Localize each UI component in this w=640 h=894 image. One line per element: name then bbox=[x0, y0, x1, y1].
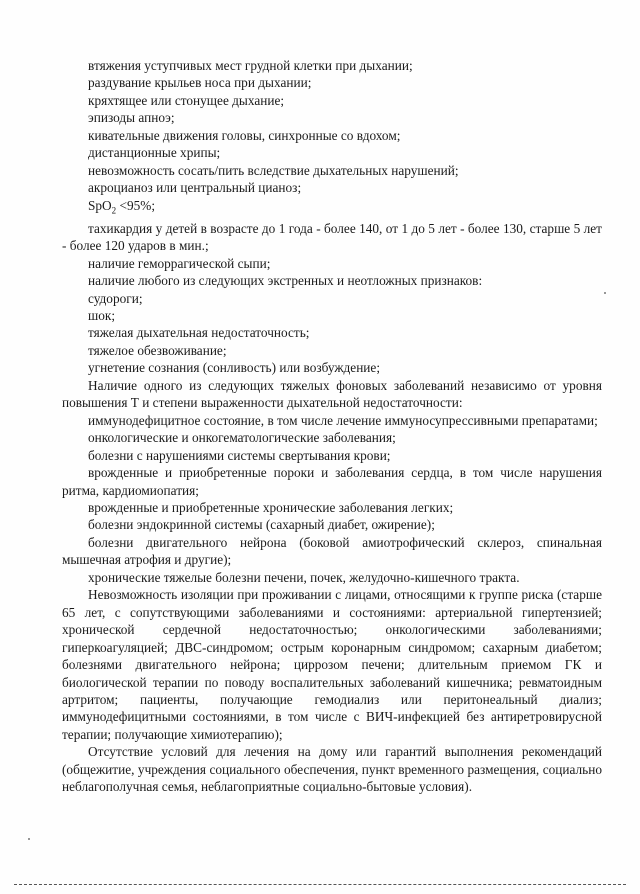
list-item-shock: шок; bbox=[88, 308, 116, 323]
list-item-cyanosis: акроцианоз или центральный цианоз; bbox=[88, 180, 302, 196]
comorbid-intro: Наличие одного из следующих тяжелых фоновых заболеваний независимо от уровня повышения Т и степени выраженности дыхательной недостаточности: bbox=[62, 377, 602, 411]
conditions-paragraph: Отсутствие условий для лечения на дому или гарантий выполнения рекомендаций (общежитие, учреждения социального обеспечения, пункт временного размещения, социально неблагополучная семья, неблагоприятные социально-бытовые условия). bbox=[62, 744, 602, 795]
list-item-spo2 bbox=[62, 197, 602, 220]
list-item-respiratory-failure: тяжелая дыхательная недостаточность; bbox=[88, 325, 310, 341]
comorbid-motor-neuron: болезни двигательного нейрона (боковой амиотрофический склероз, спинальная мышечная атрофия и другие); bbox=[62, 534, 602, 568]
comorbid-liver-kidney: хронические тяжелые болезни печени, почек, желудочно-кишечного тракта. bbox=[88, 569, 520, 585]
list-item-emergency-signs: наличие любого из следующих экстренных и неотложных признаков: bbox=[88, 273, 483, 289]
spo2-prefix: SpO bbox=[88, 197, 112, 213]
list-item-rales: дистанционные хрипы; bbox=[88, 145, 221, 161]
list-item-consciousness: угнетение сознания (сонливость) или возбуждение; bbox=[88, 360, 381, 376]
list-item-unable-to-feed: невозможность сосать/пить вследствие дыхательных нарушений; bbox=[88, 162, 459, 178]
comorbid-coagulation: болезни с нарушениями системы свертывания крови; bbox=[88, 447, 391, 463]
comorbid-oncology: онкологические и онкогематологические заболевания; bbox=[88, 430, 396, 446]
comorbid-heart: врожденные и приобретенные пороки и заболевания сердца, в том числе нарушения ритма, кардиомиопатия; bbox=[62, 465, 602, 498]
comorbid-immunodeficiency: иммунодефицитное состояние, в том числе лечение иммуносупрессивными препаратами; bbox=[88, 412, 598, 428]
list-item-seizures: судороги; bbox=[88, 290, 143, 306]
list-item-tachycardia: тахикардия у детей в возрасте до 1 года - более 140, от 1 до 5 лет - более 130, старше 5 лет - более 120 ударов в мин.; bbox=[62, 220, 602, 254]
page-bottom-edge bbox=[14, 884, 626, 885]
list-item-head-bobbing: кивательные движения головы, синхронные со вдохом; bbox=[88, 127, 401, 143]
spo2-suffix: <95%; bbox=[116, 197, 156, 213]
list-item-rash: наличие геморрагической сыпи; bbox=[88, 255, 271, 271]
comorbid-lungs: врожденные и приобретенные хронические заболевания легких; bbox=[88, 499, 454, 515]
isolation-paragraph: Невозможность изоляции при проживании с лицами, относящими к группе риска (старше 65 лет, с сопутствующими заболеваниями и состояниями: артериальной гипертензией; хронической сердечной недостаточностью; онкологическими заболеваниями; гиперкоагуляцией; ДВС-синдромом; острым коронарным синдромом; сахарным диабетом; болезнями двигательного нейрона; циррозом печени; длительным приемом ГК и биологической терапии по поводу воспалительных заболеваний кишечника; ревматоидным артритом; пациенты, получающие гемодиализ или перитонеальный диализ; иммунодефицитными состояниями, в том числе с ВИЧ-инфекцией без антиретровирусной терапии; получающие химиотерапию); bbox=[62, 587, 602, 742]
scan-speck bbox=[604, 292, 606, 294]
comorbid-endocrine: болезни эндокринной системы (сахарный диабет, ожирение); bbox=[88, 517, 435, 533]
spo2-subscript: 2 bbox=[111, 205, 117, 216]
list-item-chest-retraction: втяжения уступчивых мест грудной клетки при дыхании; bbox=[88, 58, 413, 73]
list-item-grunting: кряхтящее или стонущее дыхание; bbox=[88, 92, 285, 108]
list-item-apnea: эпизоды апноэ; bbox=[88, 110, 175, 126]
document-body bbox=[62, 57, 602, 796]
list-item-nasal-flaring: раздувание крыльев носа при дыхании; bbox=[88, 75, 312, 91]
list-item-dehydration: тяжелое обезвоживание; bbox=[88, 342, 227, 358]
scan-speck bbox=[28, 838, 30, 840]
